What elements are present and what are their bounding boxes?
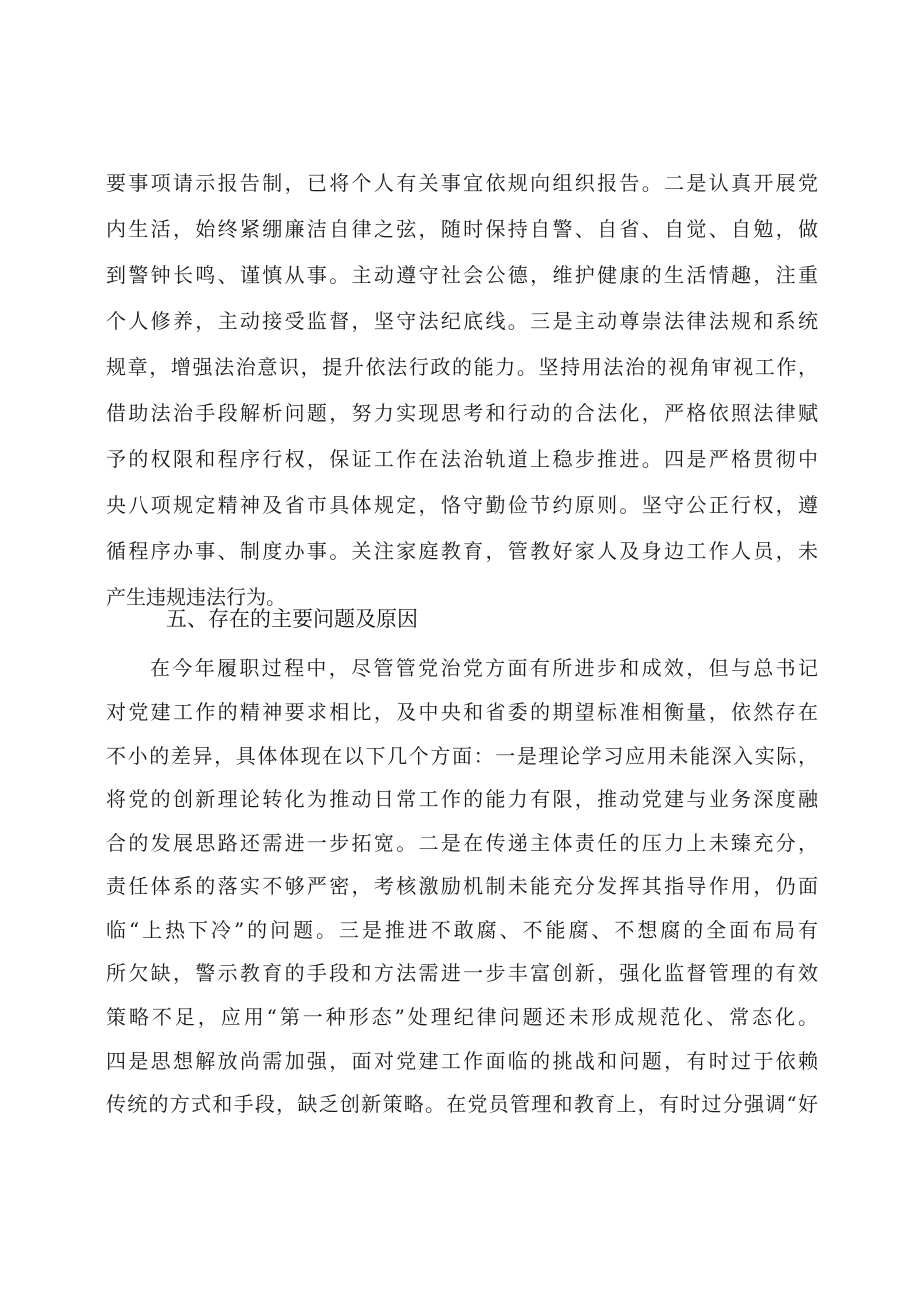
paragraph-line: 策略不足，应用“第一种形态”处理纪律问题还未形成规范化、常态化。 (106, 1005, 818, 1029)
section-heading: 五、存在的主要问题及原因 (166, 607, 418, 631)
paragraph-line: 要事项请示报告制，已将个人有关事宜依规向组织报告。二是认真开展党 (106, 171, 818, 195)
paragraph-line: 到警钟长鸣、谨慎从事。主动遵守社会公德，维护健康的生活情趣，注重 (106, 263, 818, 287)
paragraph-line: 央八项规定精神及省市具体规定，恪守勤俭节约原则。坚守公正行权，遵 (106, 493, 818, 517)
paragraph-line: 临“上热下冷”的问题。三是推进不敢腐、不能腐、不想腐的全面布局有 (106, 918, 818, 942)
paragraph-line: 内生活，始终紧绷廉洁自律之弦，随时保持自警、自省、自觉、自勉，做 (106, 217, 818, 241)
paragraph-line: 将党的创新理论转化为推动日常工作的能力有限，推动党建与业务深度融 (106, 787, 818, 811)
paragraph-line: 予的权限和程序行权，保证工作在法治轨道上稳步推进。四是严格贯彻中 (106, 447, 818, 471)
paragraph-line: 责任体系的落实不够严密，考核激励机制未能充分发挥其指导作用，仍面 (106, 874, 818, 898)
paragraph-line: 对党建工作的精神要求相比，及中央和省委的期望标准相衡量，依然存在 (106, 700, 818, 724)
paragraph-line: 循程序办事、制度办事。关注家庭教育，管教好家人及身边工作人员，未 (106, 539, 818, 563)
paragraph-line: 不小的差异，具体体现在以下几个方面：一是理论学习应用未能深入实际， (106, 744, 818, 768)
paragraph-line: 产生违规违法行为。 (106, 585, 286, 609)
paragraph-line: 规章，增强法治意识，提升依法行政的能力。坚持用法治的视角审视工作， (106, 355, 818, 379)
paragraph-line: 在今年履职过程中，尽管管党治党方面有所进步和成效，但与总书记 (150, 656, 818, 680)
paragraph-line: 所欠缺，警示教育的手段和方法需进一步丰富创新，强化监督管理的有效 (106, 961, 818, 985)
paragraph-line: 合的发展思路还需进一步拓宽。二是在传递主体责任的压力上未臻充分， (106, 831, 818, 855)
paragraph-line: 传统的方式和手段，缺乏创新策略。在党员管理和教育上，有时过分强调“好 (106, 1092, 818, 1116)
paragraph-line: 借助法治手段解析问题，努力实现思考和行动的合法化，严格依照法律赋 (106, 401, 818, 425)
paragraph-line: 四是思想解放尚需加强，面对党建工作面临的挑战和问题，有时过于依赖 (106, 1049, 818, 1073)
paragraph-line: 个人修养，主动接受监督，坚守法纪底线。三是主动尊崇法律法规和系统 (106, 309, 818, 333)
